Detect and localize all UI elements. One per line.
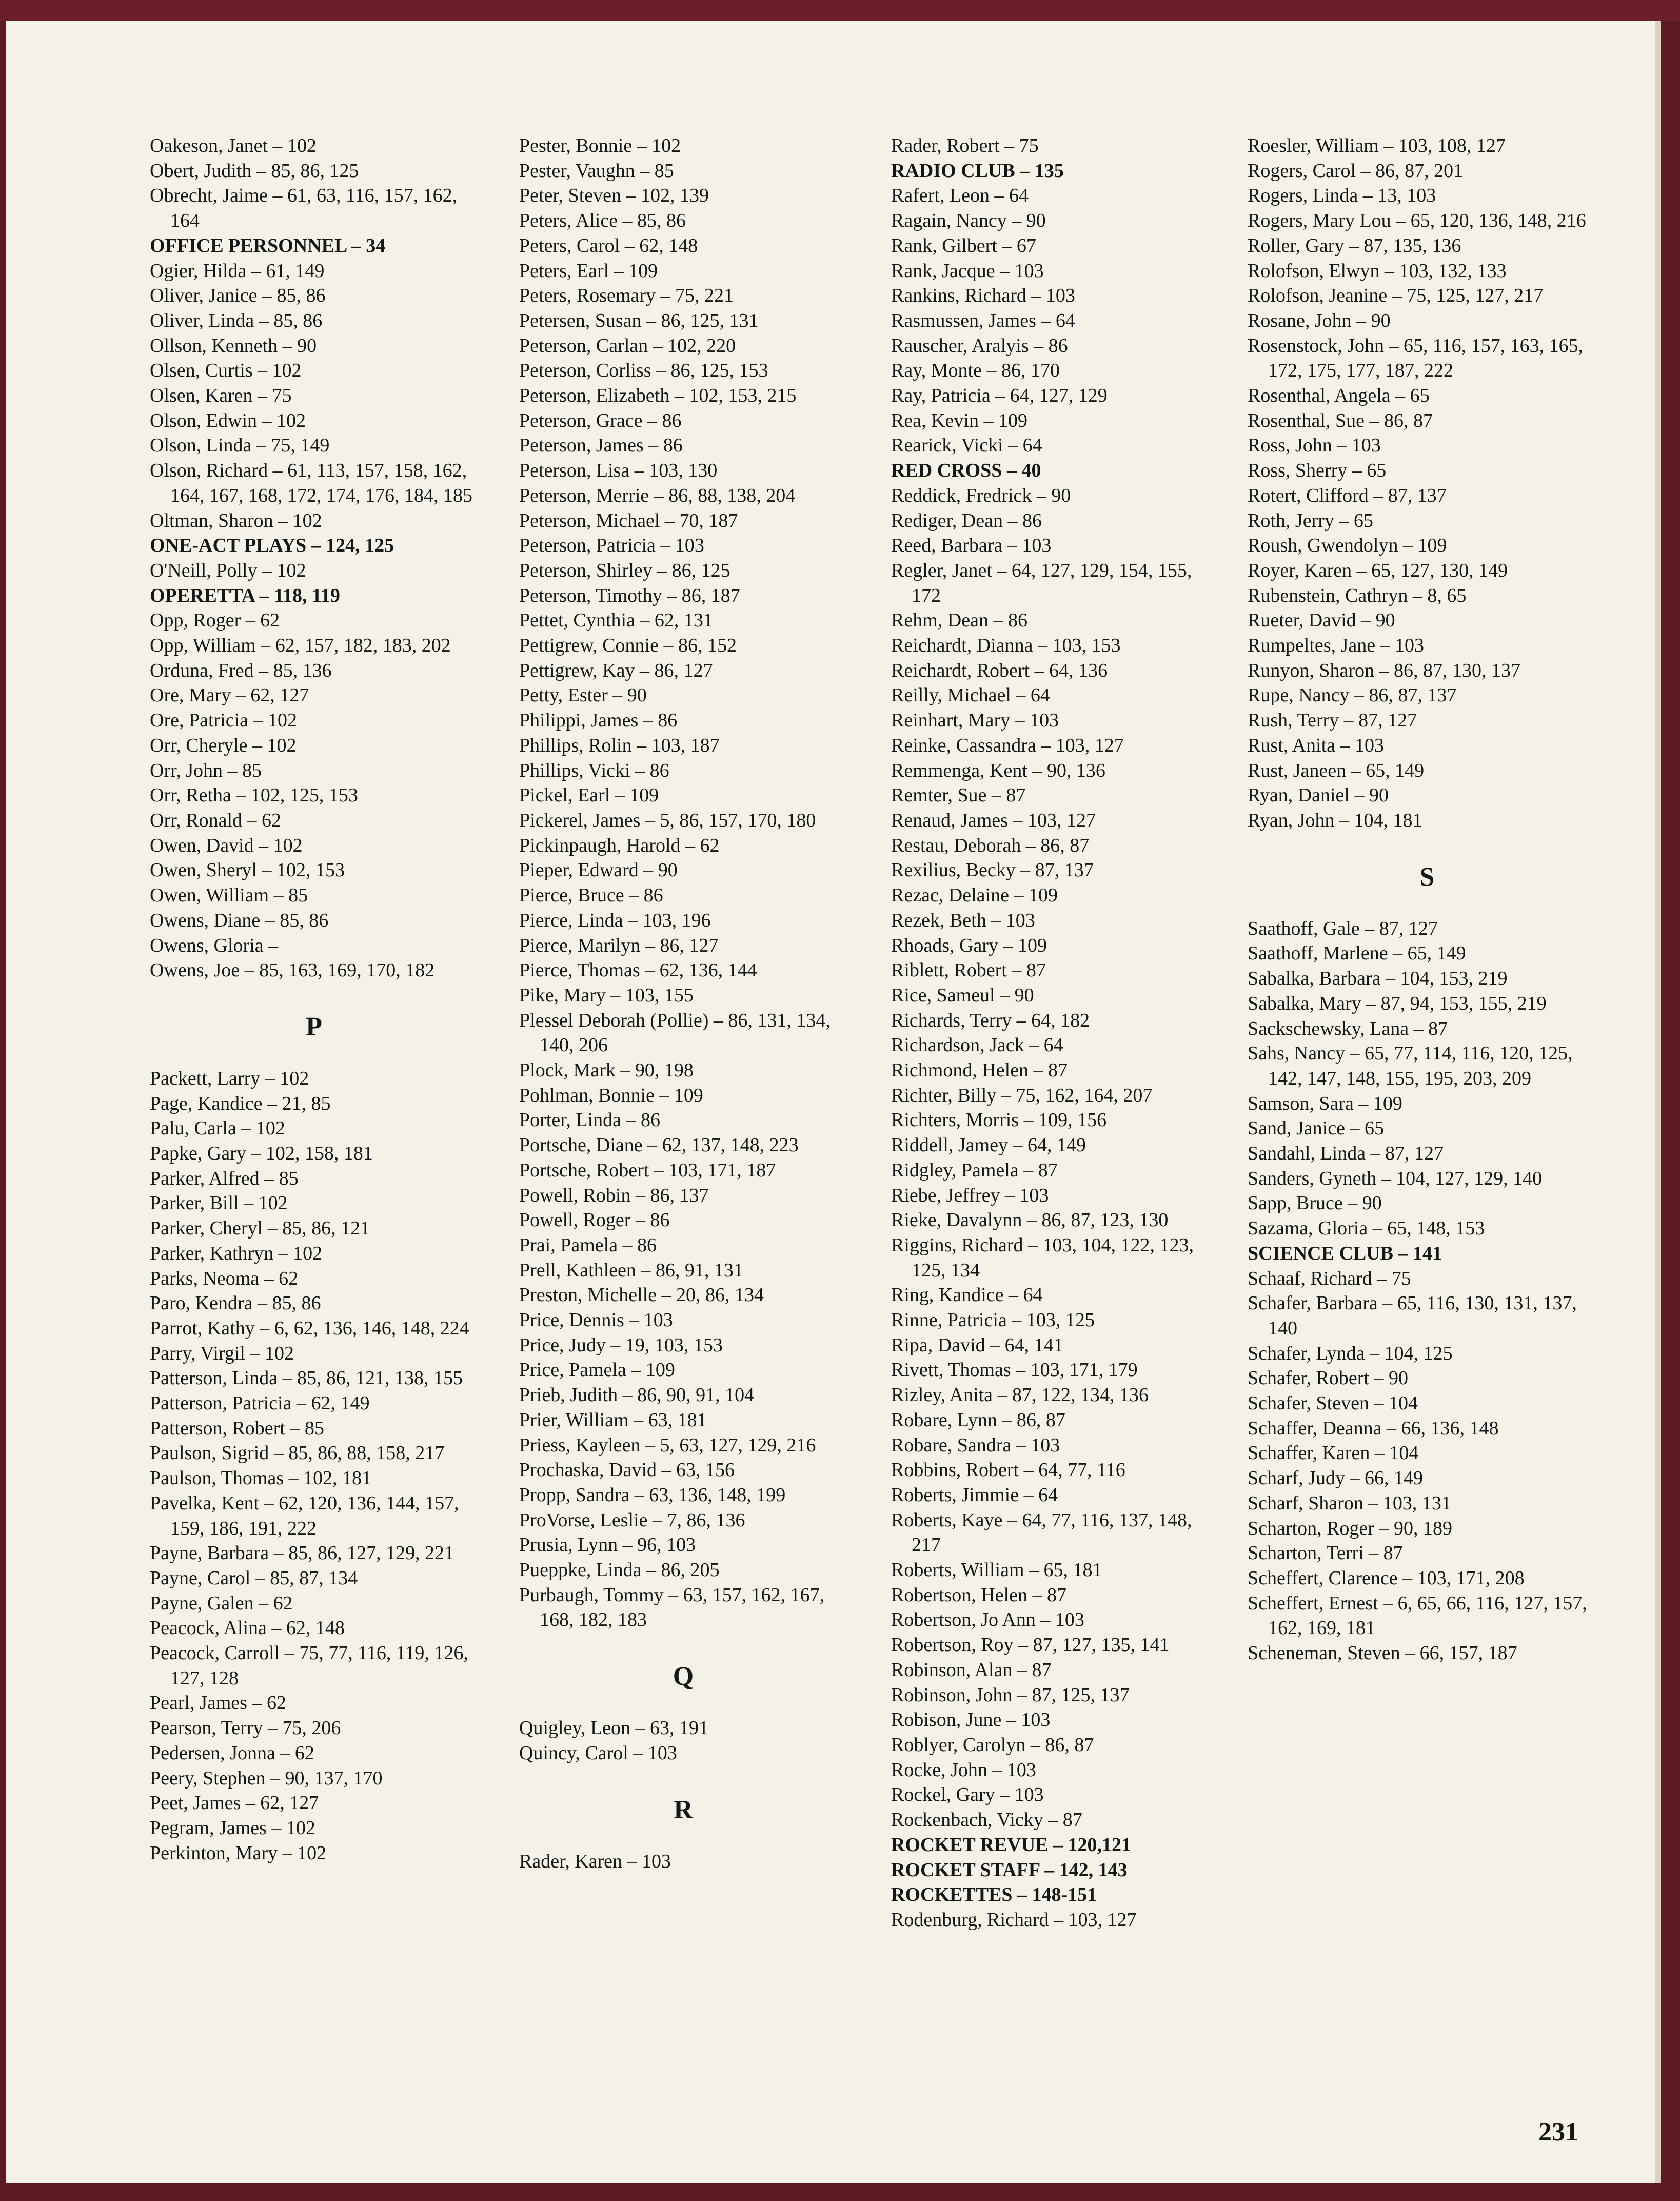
index-entry: Sackschewsky, Lana – 87 bbox=[1248, 1017, 1448, 1039]
index-entry: Rupe, Nancy – 86, 87, 137 bbox=[1248, 684, 1457, 706]
index-entry: ProVorse, Leslie – 7, 86, 136 bbox=[519, 1509, 745, 1531]
index-entry: Pickerel, James – 5, 86, 157, 170, 180 bbox=[519, 809, 816, 831]
index-entry: Ollson, Kenneth – 90 bbox=[150, 335, 317, 357]
index-entry: Rodenburg, Richard – 103, 127 bbox=[891, 1909, 1137, 1931]
index-entry: Robison, June – 103 bbox=[891, 1709, 1051, 1731]
index-entry: Rosenstock, John – 65, 116, 157, 163, 165, 172, 175, 177, 187, 222 bbox=[1248, 335, 1584, 382]
index-entry: Robinson, Alan – 87 bbox=[891, 1659, 1052, 1681]
index-entry: Sanders, Gyneth – 104, 127, 129, 140 bbox=[1248, 1167, 1543, 1189]
index-entry: Peterson, Shirley – 86, 125 bbox=[519, 559, 730, 581]
index-entry: Rediger, Dean – 86 bbox=[891, 509, 1042, 532]
index-entry: Owens, Gloria – bbox=[150, 934, 279, 956]
index-page bbox=[6, 21, 1661, 2183]
index-heading-entry: ONE-ACT PLAYS – 124, 125 bbox=[150, 535, 394, 557]
index-entry: Pueppke, Linda – 86, 205 bbox=[519, 1559, 720, 1581]
index-entry: Pester, Bonnie – 102 bbox=[519, 135, 681, 156]
index-entry: Peterson, Lisa – 103, 130 bbox=[519, 460, 718, 482]
index-entry: Opp, Roger – 62 bbox=[150, 610, 280, 632]
index-heading-entry: RED CROSS – 40 bbox=[891, 460, 1041, 482]
index-entry: Schafer, Lynda – 104, 125 bbox=[1248, 1342, 1453, 1364]
index-entry: Parrot, Kathy – 6, 62, 136, 146, 148, 224 bbox=[150, 1317, 469, 1339]
index-heading-entry: RADIO CLUB – 135 bbox=[891, 160, 1064, 182]
index-entry: Reichardt, Robert – 64, 136 bbox=[891, 659, 1108, 681]
index-heading-entry: SCIENCE CLUB – 141 bbox=[1248, 1242, 1442, 1264]
index-entry: Ryan, John – 104, 181 bbox=[1248, 809, 1422, 831]
index-entry: Schaffer, Deanna – 66, 136, 148 bbox=[1248, 1417, 1499, 1439]
index-entry: Orr, Cheryle – 102 bbox=[150, 734, 297, 756]
index-entry: Ragain, Nancy – 90 bbox=[891, 210, 1046, 232]
index-entry: Royer, Karen – 65, 127, 130, 149 bbox=[1248, 559, 1508, 581]
index-entry: Powell, Robin – 86, 137 bbox=[519, 1184, 709, 1206]
index-entry: Prell, Kathleen – 86, 91, 131 bbox=[519, 1259, 743, 1281]
index-entry: Ridgley, Pamela – 87 bbox=[891, 1159, 1058, 1181]
index-entry: Peters, Carol – 62, 148 bbox=[519, 234, 698, 257]
index-entry: Payne, Carol – 85, 87, 134 bbox=[150, 1567, 358, 1589]
index-entry: Schafer, Barbara – 65, 116, 130, 131, 137, 140 bbox=[1248, 1292, 1577, 1339]
index-entry: Sapp, Bruce – 90 bbox=[1248, 1192, 1382, 1214]
index-entry: Robbins, Robert – 64, 77, 116 bbox=[891, 1459, 1125, 1481]
index-entry: Riddell, Jamey – 64, 149 bbox=[891, 1134, 1086, 1156]
index-entry: Parker, Kathryn – 102 bbox=[150, 1242, 323, 1264]
index-entry: Petersen, Susan – 86, 125, 131 bbox=[519, 309, 759, 331]
index-column-1 bbox=[150, 133, 478, 1865]
index-entry: Reinke, Cassandra – 103, 127 bbox=[891, 734, 1124, 756]
index-entry: Owen, William – 85 bbox=[150, 885, 308, 907]
index-entry: Ogier, Hilda – 61, 149 bbox=[150, 260, 325, 282]
index-entry: Parks, Neoma – 62 bbox=[150, 1267, 299, 1289]
book-binding-top bbox=[0, 0, 1680, 21]
index-entry: Orduna, Fred – 85, 136 bbox=[150, 659, 332, 681]
index-entry: Pester, Vaughn – 85 bbox=[519, 160, 674, 182]
index-entry: Olsen, Karen – 75 bbox=[150, 385, 292, 407]
index-entry: Ripa, David – 64, 141 bbox=[891, 1334, 1063, 1356]
index-entry: Philippi, James – 86 bbox=[519, 710, 678, 732]
index-entry: Schafer, Steven – 104 bbox=[1248, 1392, 1418, 1414]
index-entry: Papke, Gary – 102, 158, 181 bbox=[150, 1143, 373, 1165]
index-entry: Rivett, Thomas – 103, 171, 179 bbox=[891, 1359, 1138, 1381]
index-entry: Restau, Deborah – 86, 87 bbox=[891, 834, 1090, 856]
index-entry: Riggins, Richard – 103, 104, 122, 123, 125, 134 bbox=[891, 1234, 1194, 1281]
index-entry: Prai, Pamela – 86 bbox=[519, 1234, 657, 1256]
index-entry: Schaffer, Karen – 104 bbox=[1248, 1442, 1419, 1464]
index-entry: Pickel, Earl – 109 bbox=[519, 784, 659, 807]
index-entry: Plock, Mark – 90, 198 bbox=[519, 1059, 694, 1082]
index-entry: Oliver, Janice – 85, 86 bbox=[150, 285, 326, 307]
index-entry: Rader, Robert – 75 bbox=[891, 135, 1039, 156]
index-entry: Peterson, Michael – 70, 187 bbox=[519, 509, 738, 532]
index-entry: Saathoff, Marlene – 65, 149 bbox=[1248, 942, 1466, 965]
index-entry: Pierce, Thomas – 62, 136, 144 bbox=[519, 959, 757, 981]
section-letter: S bbox=[1419, 862, 1435, 892]
index-entry: Rolofson, Elwyn – 103, 132, 133 bbox=[1248, 260, 1507, 282]
index-entry: Sahs, Nancy – 65, 77, 114, 116, 120, 125, 142, 147, 148, 155, 195, 203, 209 bbox=[1248, 1043, 1573, 1089]
index-entry: Pearson, Terry – 75, 206 bbox=[150, 1717, 341, 1739]
index-entry: Page, Kandice – 21, 85 bbox=[150, 1092, 331, 1114]
index-entry: Robertson, Helen – 87 bbox=[891, 1584, 1066, 1606]
index-entry: Reichardt, Dianna – 103, 153 bbox=[891, 635, 1121, 657]
index-entry: Peter, Steven – 102, 139 bbox=[519, 185, 709, 207]
index-entry: Peters, Rosemary – 75, 221 bbox=[519, 285, 734, 307]
index-entry: Rehm, Dean – 86 bbox=[891, 610, 1027, 632]
index-entry: Scharton, Roger – 90, 189 bbox=[1248, 1517, 1452, 1539]
index-entry: Rasmussen, James – 64 bbox=[891, 309, 1075, 331]
index-entry: Rockel, Gary – 103 bbox=[891, 1784, 1044, 1806]
index-entry: Rogers, Carol – 86, 87, 201 bbox=[1248, 160, 1464, 182]
index-entry: Paulson, Thomas – 102, 181 bbox=[150, 1467, 372, 1489]
section-letter: Q bbox=[673, 1662, 694, 1692]
index-entry: Rhoads, Gary – 109 bbox=[891, 934, 1047, 956]
index-entry: Ross, John – 103 bbox=[1248, 435, 1381, 457]
index-entry: Roesler, William – 103, 108, 127 bbox=[1248, 135, 1506, 156]
index-entry: Robertson, Jo Ann – 103 bbox=[891, 1609, 1084, 1631]
index-entry: Scheneman, Steven – 66, 157, 187 bbox=[1248, 1642, 1517, 1664]
index-entry: Ryan, Daniel – 90 bbox=[1248, 784, 1389, 807]
index-entry: Riebe, Jeffrey – 103 bbox=[891, 1184, 1049, 1206]
index-entry: Owen, David – 102 bbox=[150, 834, 303, 856]
index-heading-entry: ROCKET REVUE – 120,121 bbox=[891, 1834, 1132, 1856]
index-entry: Pettet, Cynthia – 62, 131 bbox=[519, 610, 713, 632]
index-entry: Rotert, Clifford – 87, 137 bbox=[1248, 484, 1447, 506]
index-entry: Orr, Retha – 102, 125, 153 bbox=[150, 784, 358, 807]
index-entry: Rafert, Leon – 64 bbox=[891, 185, 1029, 207]
index-entry: Peterson, Elizabeth – 102, 153, 215 bbox=[519, 385, 797, 407]
index-entry: Paulson, Sigrid – 85, 86, 88, 158, 217 bbox=[150, 1442, 445, 1464]
index-entry: Rank, Jacque – 103 bbox=[891, 260, 1044, 282]
index-entry: Paro, Kendra – 85, 86 bbox=[150, 1292, 321, 1314]
index-entry: Portsche, Robert – 103, 171, 187 bbox=[519, 1159, 776, 1181]
index-entry: Owens, Diane – 85, 86 bbox=[150, 909, 329, 931]
index-entry: Patterson, Robert – 85 bbox=[150, 1417, 324, 1439]
index-entry: Olson, Edwin – 102 bbox=[150, 409, 306, 431]
section-letter: P bbox=[306, 1012, 322, 1041]
index-entry: Schafer, Robert – 90 bbox=[1248, 1367, 1408, 1389]
index-entry: Rumpeltes, Jane – 103 bbox=[1248, 635, 1425, 657]
index-entry: Peery, Stephen – 90, 137, 170 bbox=[150, 1767, 383, 1789]
index-entry: Roberts, William – 65, 181 bbox=[891, 1559, 1102, 1581]
index-entry: Pegram, James – 102 bbox=[150, 1817, 315, 1839]
index-entry: Rueter, David – 90 bbox=[1248, 610, 1395, 632]
index-entry: O'Neill, Polly – 102 bbox=[150, 559, 306, 581]
index-entry: Rankins, Richard – 103 bbox=[891, 285, 1075, 307]
index-entry: Olsen, Curtis – 102 bbox=[150, 360, 302, 382]
index-entry: Rezac, Delaine – 109 bbox=[891, 885, 1058, 907]
index-entry: Sand, Janice – 65 bbox=[1248, 1117, 1384, 1139]
index-entry: Peet, James – 62, 127 bbox=[150, 1792, 319, 1814]
index-entry: Peterson, Carlan – 102, 220 bbox=[519, 335, 736, 357]
index-entry: Rogers, Linda – 13, 103 bbox=[1248, 185, 1436, 207]
index-entry: Richmond, Helen – 87 bbox=[891, 1059, 1068, 1082]
book-binding-bottom bbox=[0, 2183, 1680, 2201]
index-entry: Rearick, Vicki – 64 bbox=[891, 435, 1042, 457]
index-entry: Ray, Monte – 86, 170 bbox=[891, 360, 1060, 382]
index-entry: Saathoff, Gale – 87, 127 bbox=[1248, 917, 1438, 939]
index-entry: Prier, William – 63, 181 bbox=[519, 1409, 707, 1431]
index-entry: Phillips, Rolin – 103, 187 bbox=[519, 734, 720, 756]
index-entry: Petty, Ester – 90 bbox=[519, 684, 647, 706]
index-entry: Scheffert, Clarence – 103, 171, 208 bbox=[1248, 1567, 1525, 1589]
index-entry: Obrecht, Jaime – 61, 63, 116, 157, 162, 164 bbox=[150, 185, 458, 232]
index-entry: Prochaska, David – 63, 156 bbox=[519, 1459, 735, 1481]
index-entry: Price, Judy – 19, 103, 153 bbox=[519, 1334, 723, 1356]
index-entry: Roush, Gwendolyn – 109 bbox=[1248, 535, 1447, 557]
index-entry: Parker, Bill – 102 bbox=[150, 1192, 288, 1214]
index-heading-entry: ROCKETTES – 148-151 bbox=[891, 1884, 1097, 1906]
index-entry: Rader, Karen – 103 bbox=[519, 1850, 671, 1872]
index-entry: Rolofson, Jeanine – 75, 125, 127, 217 bbox=[1248, 285, 1544, 307]
index-entry: Patterson, Linda – 85, 86, 121, 138, 155 bbox=[150, 1367, 463, 1389]
index-entry: Rosane, John – 90 bbox=[1248, 309, 1391, 331]
index-column-2 bbox=[519, 133, 847, 1874]
index-entry: Rockenbach, Vicky – 87 bbox=[891, 1809, 1082, 1831]
index-entry: Peterson, Grace – 86 bbox=[519, 409, 682, 431]
index-entry: Rosenthal, Sue – 86, 87 bbox=[1248, 409, 1433, 431]
index-entry: Parker, Cheryl – 85, 86, 121 bbox=[150, 1217, 370, 1240]
index-entry: Rice, Sameul – 90 bbox=[891, 984, 1034, 1006]
index-entry: Scharton, Terri – 87 bbox=[1248, 1542, 1403, 1564]
index-entry: Pierce, Bruce – 86 bbox=[519, 885, 663, 907]
index-entry: Rexilius, Becky – 87, 137 bbox=[891, 859, 1094, 881]
index-entry: Robare, Sandra – 103 bbox=[891, 1434, 1060, 1456]
index-entry: Ring, Kandice – 64 bbox=[891, 1284, 1043, 1306]
index-entry: Payne, Galen – 62 bbox=[150, 1592, 293, 1614]
section-letter: R bbox=[674, 1795, 693, 1824]
index-entry: Robare, Lynn – 86, 87 bbox=[891, 1409, 1065, 1431]
index-entry: Rea, Kevin – 109 bbox=[891, 409, 1027, 431]
index-entry: Portsche, Diane – 62, 137, 148, 223 bbox=[519, 1134, 799, 1156]
index-entry: Rieke, Davalynn – 86, 87, 123, 130 bbox=[891, 1209, 1169, 1231]
index-entry: Regler, Janet – 64, 127, 129, 154, 155, 172 bbox=[891, 559, 1192, 606]
index-entry: Peterson, Patricia – 103 bbox=[519, 535, 704, 557]
index-entry: Ross, Sherry – 65 bbox=[1248, 460, 1387, 482]
index-entry: Patterson, Patricia – 62, 149 bbox=[150, 1392, 370, 1414]
index-entry: Packett, Larry – 102 bbox=[150, 1067, 309, 1089]
index-entry: Price, Pamela – 109 bbox=[519, 1359, 675, 1381]
index-entry: Parry, Virgil – 102 bbox=[150, 1342, 294, 1364]
index-entry: Reddick, Fredrick – 90 bbox=[891, 484, 1071, 506]
index-entry: Reed, Barbara – 103 bbox=[891, 535, 1052, 557]
index-entry: Owens, Joe – 85, 163, 169, 170, 182 bbox=[150, 959, 435, 981]
index-heading-entry: OFFICE PERSONNEL – 34 bbox=[150, 234, 386, 257]
index-entry: Rizley, Anita – 87, 122, 134, 136 bbox=[891, 1384, 1149, 1406]
index-entry: Orr, John – 85 bbox=[150, 759, 262, 781]
index-entry: Oakeson, Janet – 102 bbox=[150, 135, 317, 156]
index-entry: Rauscher, Aralyis – 86 bbox=[891, 335, 1068, 357]
index-entry: Peterson, Corliss – 86, 125, 153 bbox=[519, 360, 768, 382]
index-entry: Pearl, James – 62 bbox=[150, 1692, 286, 1714]
index-entry: Scharf, Judy – 66, 149 bbox=[1248, 1467, 1423, 1489]
index-entry: Opp, William – 62, 157, 182, 183, 202 bbox=[150, 635, 451, 657]
index-entry: Pieper, Edward – 90 bbox=[519, 859, 678, 881]
index-entry: Phillips, Vicki – 86 bbox=[519, 759, 669, 781]
index-entry: Rocke, John – 103 bbox=[891, 1759, 1036, 1781]
index-entry: Roller, Gary – 87, 135, 136 bbox=[1248, 234, 1461, 257]
index-entry: Pohlman, Bonnie – 109 bbox=[519, 1084, 703, 1106]
index-entry: Orr, Ronald – 62 bbox=[150, 809, 281, 831]
index-entry: Remmenga, Kent – 90, 136 bbox=[891, 759, 1105, 781]
index-entry: Owen, Sheryl – 102, 153 bbox=[150, 859, 345, 881]
index-entry: Reilly, Michael – 64 bbox=[891, 684, 1050, 706]
index-entry: Rank, Gilbert – 67 bbox=[891, 234, 1036, 257]
index-entry: Pickinpaugh, Harold – 62 bbox=[519, 834, 720, 856]
index-entry: Ore, Patricia – 102 bbox=[150, 710, 298, 732]
index-entry: Roblyer, Carolyn – 86, 87 bbox=[891, 1734, 1094, 1756]
index-entry: Peters, Earl – 109 bbox=[519, 260, 658, 282]
index-entry: Peterson, James – 86 bbox=[519, 435, 683, 457]
index-entry: Price, Dennis – 103 bbox=[519, 1309, 673, 1331]
index-entry: Oltman, Sharon – 102 bbox=[150, 509, 322, 532]
index-entry: Peterson, Timothy – 86, 187 bbox=[519, 584, 740, 606]
index-entry: Sabalka, Mary – 87, 94, 153, 155, 219 bbox=[1248, 992, 1547, 1014]
index-entry: Remter, Sue – 87 bbox=[891, 784, 1026, 807]
index-entry: Priess, Kayleen – 5, 63, 127, 129, 216 bbox=[519, 1434, 816, 1456]
page-number: 231 bbox=[1538, 2117, 1578, 2147]
index-entry: Sabalka, Barbara – 104, 153, 219 bbox=[1248, 968, 1508, 990]
index-entry: Pavelka, Kent – 62, 120, 136, 144, 157, 159, 186, 191, 222 bbox=[150, 1492, 459, 1539]
index-entry: Peacock, Carroll – 75, 77, 116, 119, 126, 127, 128 bbox=[150, 1642, 468, 1689]
index-heading-entry: ROCKET STAFF – 142, 143 bbox=[891, 1859, 1128, 1881]
index-entry: Pierce, Marilyn – 86, 127 bbox=[519, 934, 719, 956]
index-entry: Roberts, Jimmie – 64 bbox=[891, 1484, 1058, 1506]
index-entry: Roberts, Kaye – 64, 77, 116, 137, 148, 217 bbox=[891, 1509, 1192, 1556]
index-entry: Porter, Linda – 86 bbox=[519, 1109, 660, 1131]
index-entry: Rush, Terry – 87, 127 bbox=[1248, 710, 1417, 732]
index-entry: Pettigrew, Kay – 86, 127 bbox=[519, 659, 713, 681]
index-entry: Pierce, Linda – 103, 196 bbox=[519, 909, 711, 931]
index-entry: Sazama, Gloria – 65, 148, 153 bbox=[1248, 1217, 1485, 1240]
index-entry: Payne, Barbara – 85, 86, 127, 129, 221 bbox=[150, 1542, 454, 1564]
index-entry: Riblett, Robert – 87 bbox=[891, 959, 1046, 981]
index-entry: Rust, Janeen – 65, 149 bbox=[1248, 759, 1425, 781]
index-entry: Ray, Patricia – 64, 127, 129 bbox=[891, 385, 1108, 407]
index-entry: Schaaf, Richard – 75 bbox=[1248, 1267, 1411, 1289]
index-entry: Rubenstein, Cathryn – 8, 65 bbox=[1248, 584, 1467, 606]
index-entry: Runyon, Sharon – 86, 87, 130, 137 bbox=[1248, 659, 1520, 681]
index-entry: Palu, Carla – 102 bbox=[150, 1117, 285, 1139]
index-column-4 bbox=[1248, 133, 1607, 1666]
index-entry: Roth, Jerry – 65 bbox=[1248, 509, 1373, 532]
index-entry: Robertson, Roy – 87, 127, 135, 141 bbox=[891, 1634, 1170, 1656]
index-entry: Scheffert, Ernest – 6, 65, 66, 116, 127, 157, 162, 169, 181 bbox=[1248, 1592, 1587, 1639]
index-entry: Rogers, Mary Lou – 65, 120, 136, 148, 216 bbox=[1248, 210, 1586, 232]
index-entry: Plessel Deborah (Pollie) – 86, 131, 134, 140, 206 bbox=[519, 1009, 831, 1056]
index-entry: Robinson, John – 87, 125, 137 bbox=[891, 1684, 1130, 1706]
index-heading-entry: OPERETTA – 118, 119 bbox=[150, 584, 340, 606]
index-entry: Rosenthal, Angela – 65 bbox=[1248, 385, 1430, 407]
index-entry: Peterson, Merrie – 86, 88, 138, 204 bbox=[519, 484, 796, 506]
index-entry: Rust, Anita – 103 bbox=[1248, 734, 1385, 756]
index-entry: Pike, Mary – 103, 155 bbox=[519, 984, 694, 1006]
index-entry: Obert, Judith – 85, 86, 125 bbox=[150, 160, 359, 182]
index-entry: Renaud, James – 103, 127 bbox=[891, 809, 1096, 831]
index-entry: Olson, Linda – 75, 149 bbox=[150, 435, 330, 457]
index-entry: Oliver, Linda – 85, 86 bbox=[150, 309, 323, 331]
index-entry: Samson, Sara – 109 bbox=[1248, 1092, 1402, 1114]
index-entry: Sandahl, Linda – 87, 127 bbox=[1248, 1143, 1444, 1165]
index-entry: Pedersen, Jonna – 62 bbox=[150, 1742, 314, 1764]
index-entry: Prieb, Judith – 86, 90, 91, 104 bbox=[519, 1384, 755, 1406]
index-entry: Richardson, Jack – 64 bbox=[891, 1034, 1063, 1056]
index-entry: Perkinton, Mary – 102 bbox=[150, 1842, 327, 1864]
index-entry: Richards, Terry – 64, 182 bbox=[891, 1009, 1090, 1031]
index-entry: Quincy, Carol – 103 bbox=[519, 1742, 677, 1764]
index-entry: Quigley, Leon – 63, 191 bbox=[519, 1717, 709, 1739]
index-entry: Reinhart, Mary – 103 bbox=[891, 710, 1059, 732]
index-column-3 bbox=[891, 133, 1219, 1933]
index-entry: Powell, Roger – 86 bbox=[519, 1209, 670, 1231]
index-entry: Purbaugh, Tommy – 63, 157, 162, 167, 168, 182, 183 bbox=[519, 1584, 825, 1631]
index-entry: Rinne, Patricia – 103, 125 bbox=[891, 1309, 1095, 1331]
index-entry: Propp, Sandra – 63, 136, 148, 199 bbox=[519, 1484, 786, 1506]
index-entry: Rezek, Beth – 103 bbox=[891, 909, 1035, 931]
index-entry: Peters, Alice – 85, 86 bbox=[519, 210, 686, 232]
index-entry: Olson, Richard – 61, 113, 157, 158, 162, 164, 167, 168, 172, 174, 176, 184, 185 bbox=[150, 460, 472, 506]
index-entry: Prusia, Lynn – 96, 103 bbox=[519, 1534, 696, 1556]
index-entry: Richters, Morris – 109, 156 bbox=[891, 1109, 1107, 1131]
index-entry: Preston, Michelle – 20, 86, 134 bbox=[519, 1284, 764, 1306]
index-entry: Pettigrew, Connie – 86, 152 bbox=[519, 635, 737, 657]
index-entry: Ore, Mary – 62, 127 bbox=[150, 684, 309, 706]
index-entry: Parker, Alfred – 85 bbox=[150, 1167, 299, 1189]
index-entry: Peacock, Alina – 62, 148 bbox=[150, 1617, 345, 1639]
index-entry: Scharf, Sharon – 103, 131 bbox=[1248, 1492, 1451, 1514]
index-entry: Richter, Billy – 75, 162, 164, 207 bbox=[891, 1084, 1153, 1106]
